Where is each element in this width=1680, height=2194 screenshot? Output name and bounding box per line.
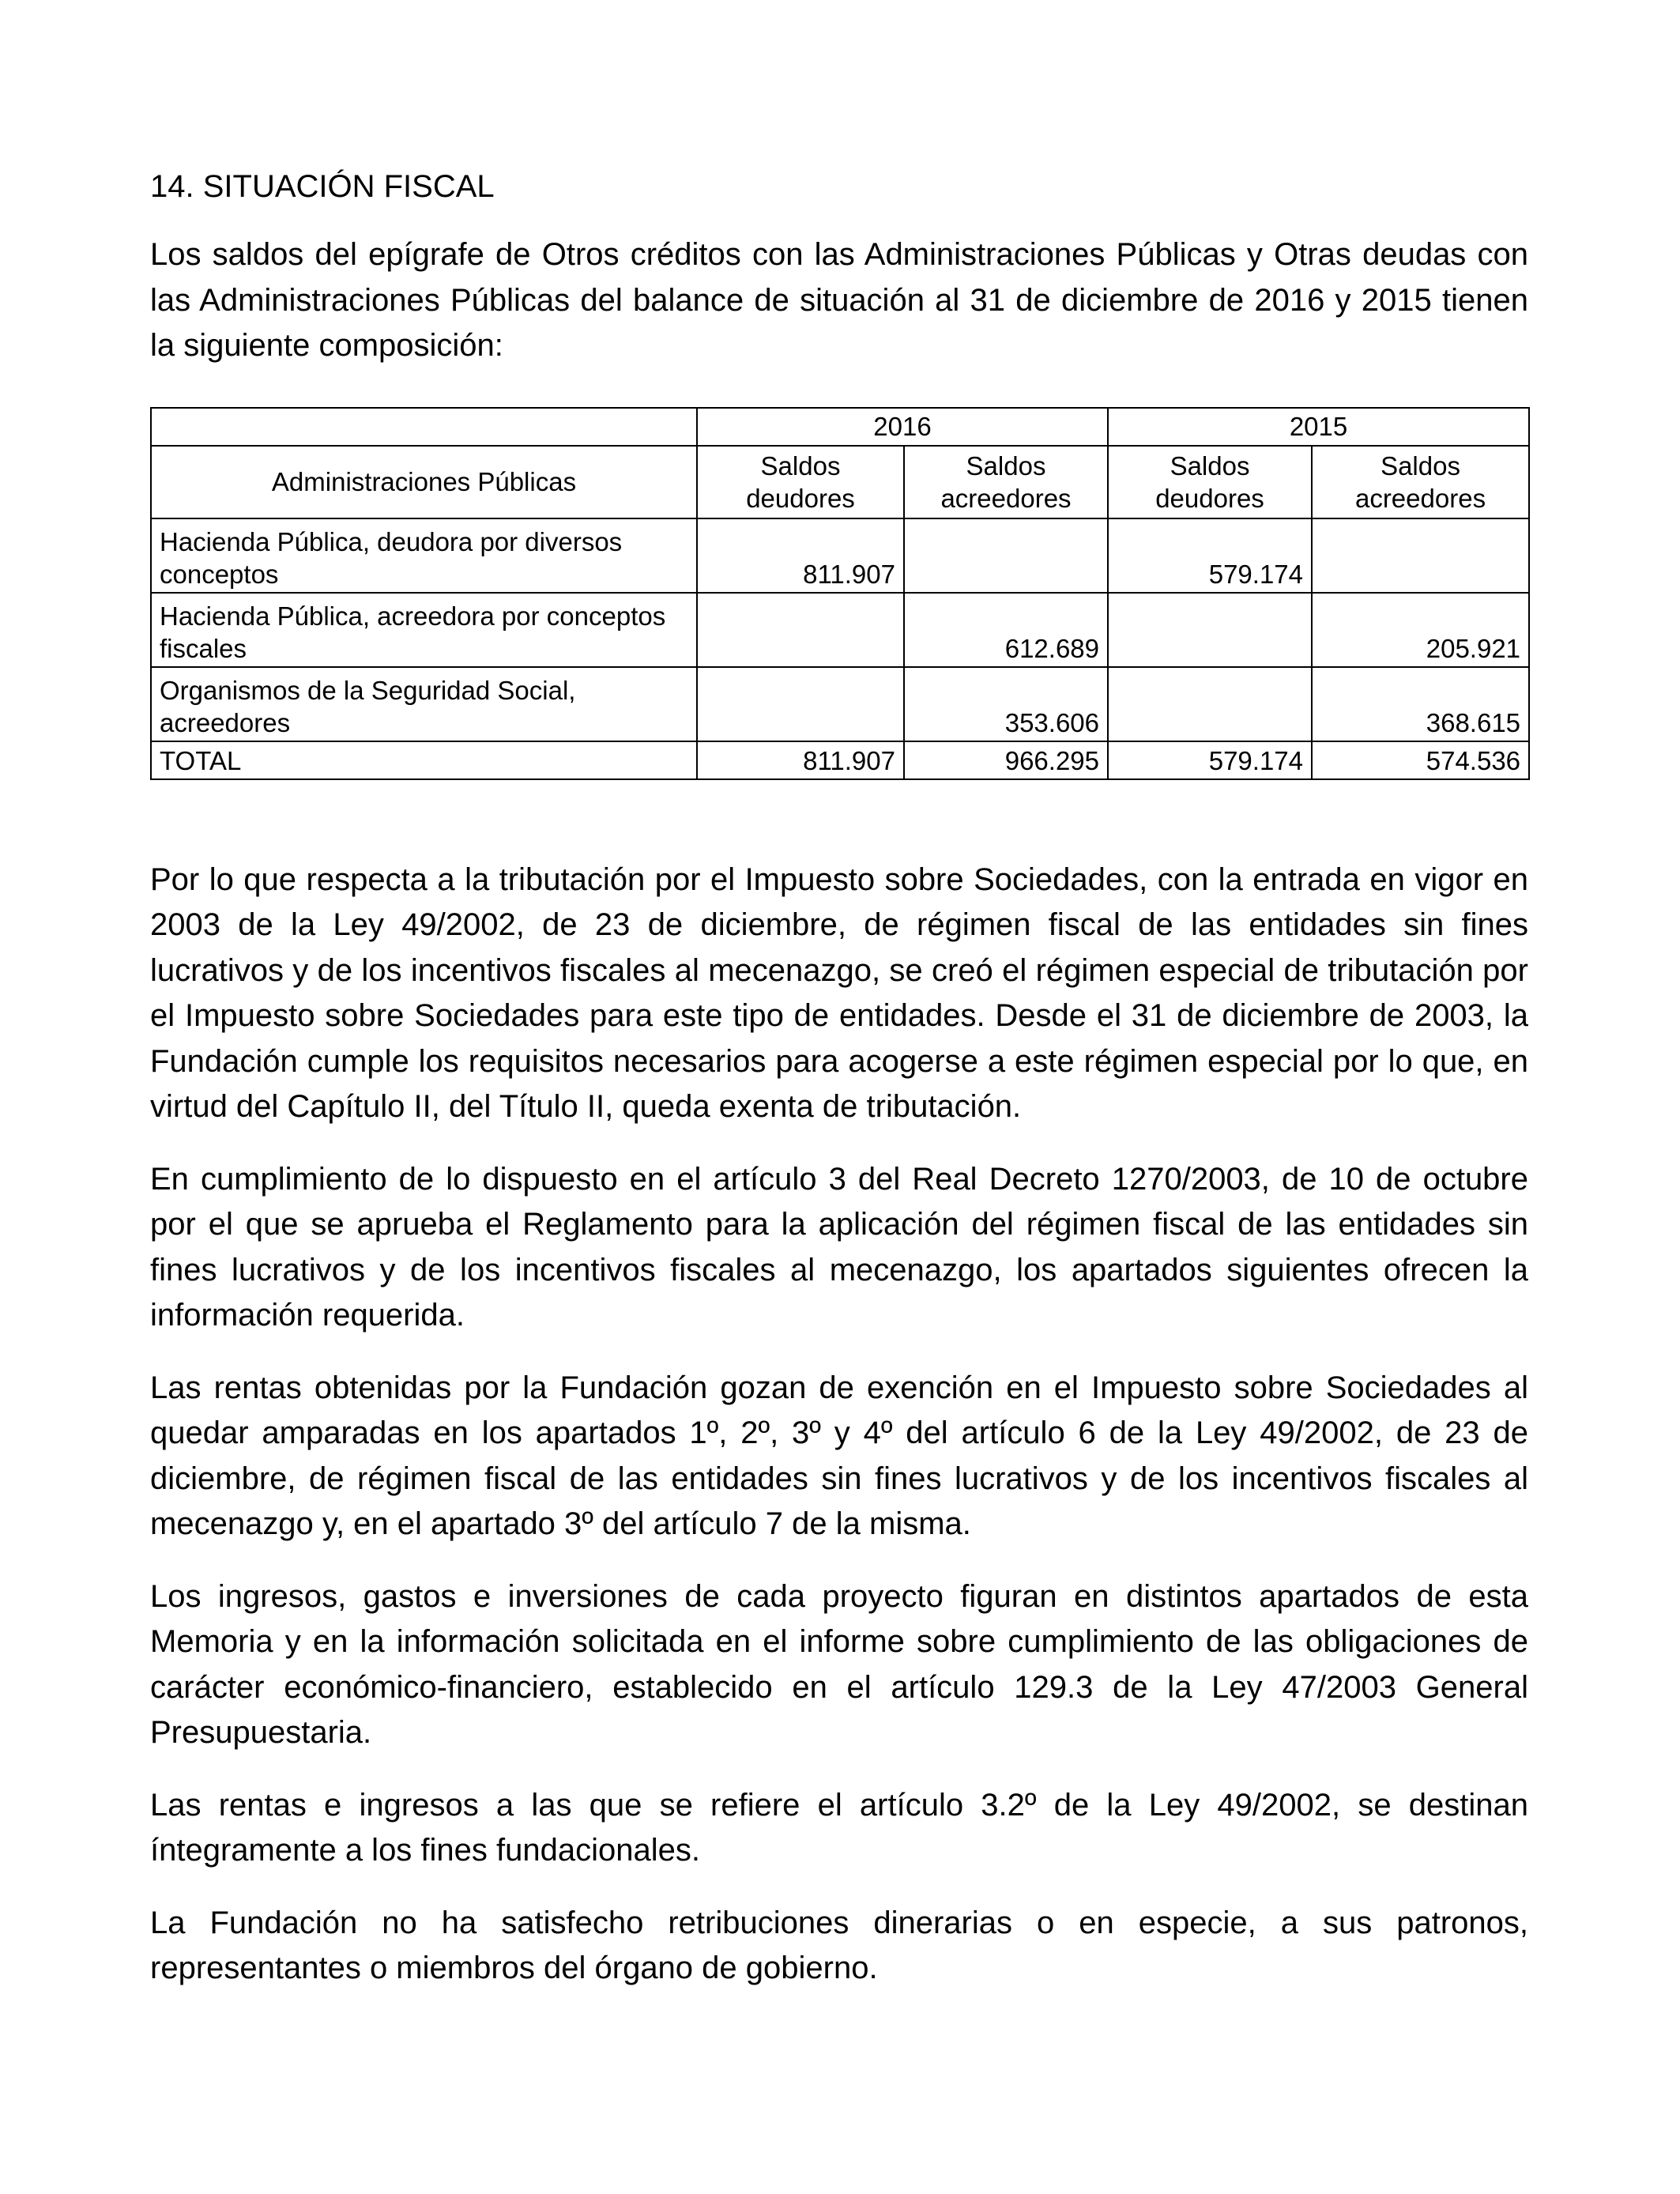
column-header: Saldos deudores xyxy=(697,446,904,518)
table-cell: 811.907 xyxy=(697,518,904,593)
table-cell xyxy=(697,593,904,667)
column-header: Saldos deudores xyxy=(1108,446,1312,518)
table-cell: 368.615 xyxy=(1312,667,1529,741)
table-cell xyxy=(1312,518,1529,593)
table-corner-cell xyxy=(151,408,697,446)
table-row xyxy=(151,667,1529,741)
table-cell xyxy=(697,667,904,741)
table-row xyxy=(151,518,1529,593)
table-cell: 205.921 xyxy=(1312,593,1529,667)
table-cell: 612.689 xyxy=(904,593,1108,667)
table-year-row xyxy=(151,408,1529,446)
column-header: Saldos acreedores xyxy=(1312,446,1529,518)
total-cell: 811.907 xyxy=(697,741,904,779)
intro-paragraph: Los saldos del epígrafe de Otros créditos con las Administraciones Públicas y Otras deudas con las Administraciones Públicas del balance de situación al 31 de diciembre de 2016 y 2015 tienen la siguiente composición: xyxy=(150,237,1528,363)
body-paragraph-rentas-exencion: Las rentas obtenidas por la Fundación gozan de exención en el Impuesto sobre Sociedades al quedar amparadas en los apartados 1º, 2º, 3º y 4º del artículo 6 de la Ley 49/2002, de 23 de diciembre, de régimen fiscal de las entidades sin fines lucrativos y de los incentivos fiscales al mecenazgo y, en el apartado 3º del artículo 7 de la misma. xyxy=(150,1370,1528,1541)
table-column-header-row xyxy=(151,446,1529,518)
section-heading: 14. SITUACIÓN FISCAL xyxy=(150,169,495,204)
total-cell: 574.536 xyxy=(1312,741,1529,779)
body-paragraph-tributacion: Por lo que respecta a la tributación por el Impuesto sobre Sociedades, con la entrada en vigor en 2003 de la Ley 49/2002, de 23 de diciembre, de régimen fiscal de las entidades sin fines lucrativos y de los incentivos fiscales al mecenazgo, se creó el régimen especial de tributación por el Impuesto sobre Sociedades para este tipo de entidades. Desde el 31 de diciembre de 2003, la Fundación cumple los requisitos necesarios para acogerse a este régimen especial por lo que, en virtud del Capítulo II, del Título II, queda exenta de tributación. xyxy=(150,861,1528,1124)
row-label: Hacienda Pública, acreedora por conceptos fiscales xyxy=(151,593,697,667)
table-cell xyxy=(1108,667,1312,741)
table-cell: 579.174 xyxy=(1108,518,1312,593)
body-paragraph-cumplimiento: En cumplimiento de lo dispuesto en el artículo 3 del Real Decreto 1270/2003, de 10 de octubre por el que se aprueba el Reglamento para la aplicación del régimen fiscal de las entidades sin fines lucrativos y de los incentivos fiscales al mecenazgo, los apartados siguientes ofrecen la información requerida. xyxy=(150,1161,1528,1333)
column-header: Saldos acreedores xyxy=(904,446,1108,518)
total-cell: 579.174 xyxy=(1108,741,1312,779)
table-cell: 353.606 xyxy=(904,667,1108,741)
year-header-2016: 2016 xyxy=(697,408,1108,446)
table-cell xyxy=(904,518,1108,593)
row-header-label: Administraciones Públicas xyxy=(151,446,697,518)
body-paragraph-ingresos-gastos: Los ingresos, gastos e inversiones de cada proyecto figuran en distintos apartados de esta Memoria y en la información solicitada en el informe sobre cumplimiento de las obligaciones de carácter económico-financiero, establecido en el artículo 129.3 de la Ley 47/2003 General Presupuestaria. xyxy=(150,1578,1528,1750)
total-label: TOTAL xyxy=(151,741,697,779)
body-paragraph-retribuciones: La Fundación no ha satisfecho retribuciones dinerarias o en especie, a sus patronos, representantes o miembros del órgano de gobierno. xyxy=(150,1905,1528,1985)
row-label: Organismos de la Seguridad Social, acreedores xyxy=(151,667,697,741)
fiscal-balances-table xyxy=(150,407,1530,780)
year-header-2015: 2015 xyxy=(1108,408,1529,446)
total-cell: 966.295 xyxy=(904,741,1108,779)
body-paragraph-rentas-destino: Las rentas e ingresos a las que se refiere el artículo 3.2º de la Ley 49/2002, se destinan íntegramente a los fines fundacionales. xyxy=(150,1787,1528,1868)
table-total-row xyxy=(151,741,1529,779)
document-body xyxy=(150,168,1528,2019)
table-cell xyxy=(1108,593,1312,667)
table-row xyxy=(151,593,1529,667)
row-label: Hacienda Pública, deudora por diversos conceptos xyxy=(151,518,697,593)
